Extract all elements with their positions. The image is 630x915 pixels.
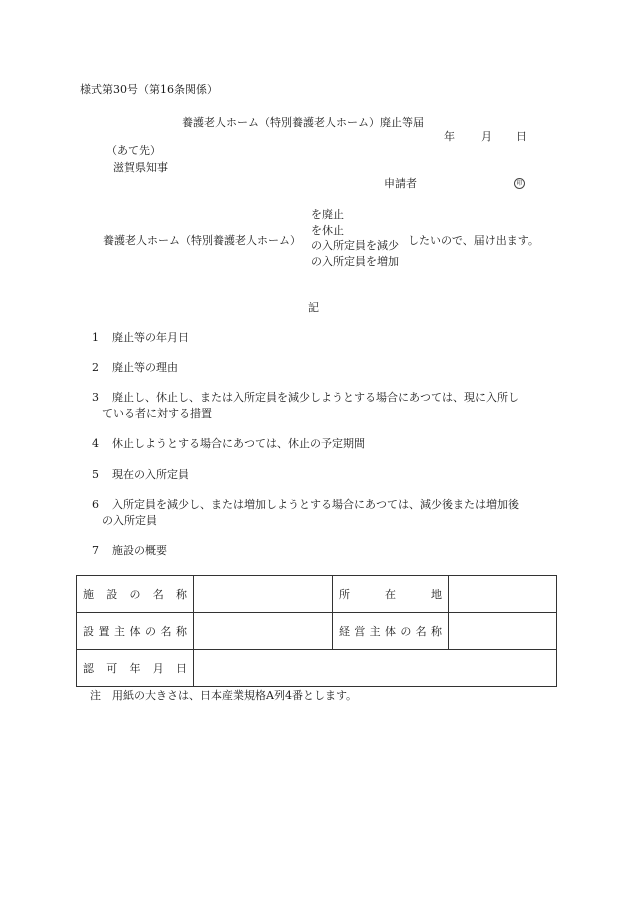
- item-text-continued: ている者に対する措置: [102, 407, 212, 420]
- location-value[interactable]: [449, 576, 557, 613]
- item-text-continued: の入所定員: [102, 514, 157, 527]
- list-item: [92, 390, 562, 422]
- approval-date-value[interactable]: [194, 650, 557, 687]
- item-number: 7: [92, 544, 99, 557]
- table-row: [77, 576, 557, 613]
- statement-options: [311, 207, 399, 269]
- facility-name-value[interactable]: [194, 576, 333, 613]
- item-text: 廃止等の年月日: [112, 331, 189, 344]
- form-number: 様式第30号（第16条関係）: [80, 83, 218, 96]
- list-item: [92, 436, 562, 452]
- date-month-label: 月: [481, 130, 492, 143]
- option-increase-capacity: の入所定員を増加: [311, 254, 399, 268]
- table-row: [77, 613, 557, 650]
- item-text: 施設の概要: [112, 544, 167, 557]
- establisher-name-value[interactable]: [194, 613, 333, 650]
- item-number: 3: [92, 391, 99, 404]
- date-year-label: 年: [444, 130, 455, 143]
- seal-mark: 印: [514, 178, 525, 189]
- location-label: 所在地: [333, 576, 449, 613]
- option-suspend: を休止: [311, 223, 344, 237]
- addressee-label: （あて先）: [106, 144, 161, 157]
- item-number: 1: [92, 331, 99, 344]
- item-number: 6: [92, 498, 99, 511]
- operator-name-label: 経営主体の名称: [333, 613, 449, 650]
- item-text: 廃止等の理由: [112, 361, 178, 374]
- approval-date-label: 認可年月日: [77, 650, 194, 687]
- list-item: [92, 467, 562, 483]
- addressee: 滋賀県知事: [113, 161, 168, 174]
- item-text: 休止しようとする場合にあつては、休止の予定期間: [112, 437, 365, 450]
- option-abolish: を廃止: [311, 208, 344, 221]
- facility-overview-table: [76, 575, 557, 687]
- footnote: 注 用紙の大きさは、日本産業規格A列4番とします。: [90, 689, 358, 702]
- list-item: [92, 497, 562, 529]
- item-text: 入所定員を減少し、または増加しようとする場合にあつては、減少後または増加後: [112, 498, 519, 511]
- item-number: 5: [92, 468, 99, 481]
- table-row: [77, 650, 557, 687]
- facility-name-label: 施設の名称: [77, 576, 194, 613]
- item-number: 4: [92, 437, 99, 450]
- item-text: 廃止し、休止し、または入所定員を減少しようとする場合にあつては、現に入所し: [112, 391, 519, 404]
- applicant-label: 申請者: [384, 177, 417, 190]
- item-number: 2: [92, 361, 99, 374]
- document-title: 養護老人ホーム（特別養護老人ホーム）廃止等届: [182, 116, 424, 129]
- establisher-name-label: 設置主体の名称: [77, 613, 194, 650]
- list-item: [92, 330, 562, 346]
- list-item: [92, 360, 562, 376]
- operator-name-value[interactable]: [449, 613, 557, 650]
- ki-heading: 記: [308, 301, 319, 314]
- statement-closing: したいので、届け出ます。: [408, 234, 539, 247]
- statement-subject: 養護老人ホーム（特別養護老人ホーム）: [103, 234, 301, 247]
- item-text: 現在の入所定員: [112, 468, 189, 481]
- list-item: [92, 543, 562, 559]
- option-decrease-capacity: の入所定員を減少: [311, 239, 399, 252]
- date-day-label: 日: [516, 130, 527, 143]
